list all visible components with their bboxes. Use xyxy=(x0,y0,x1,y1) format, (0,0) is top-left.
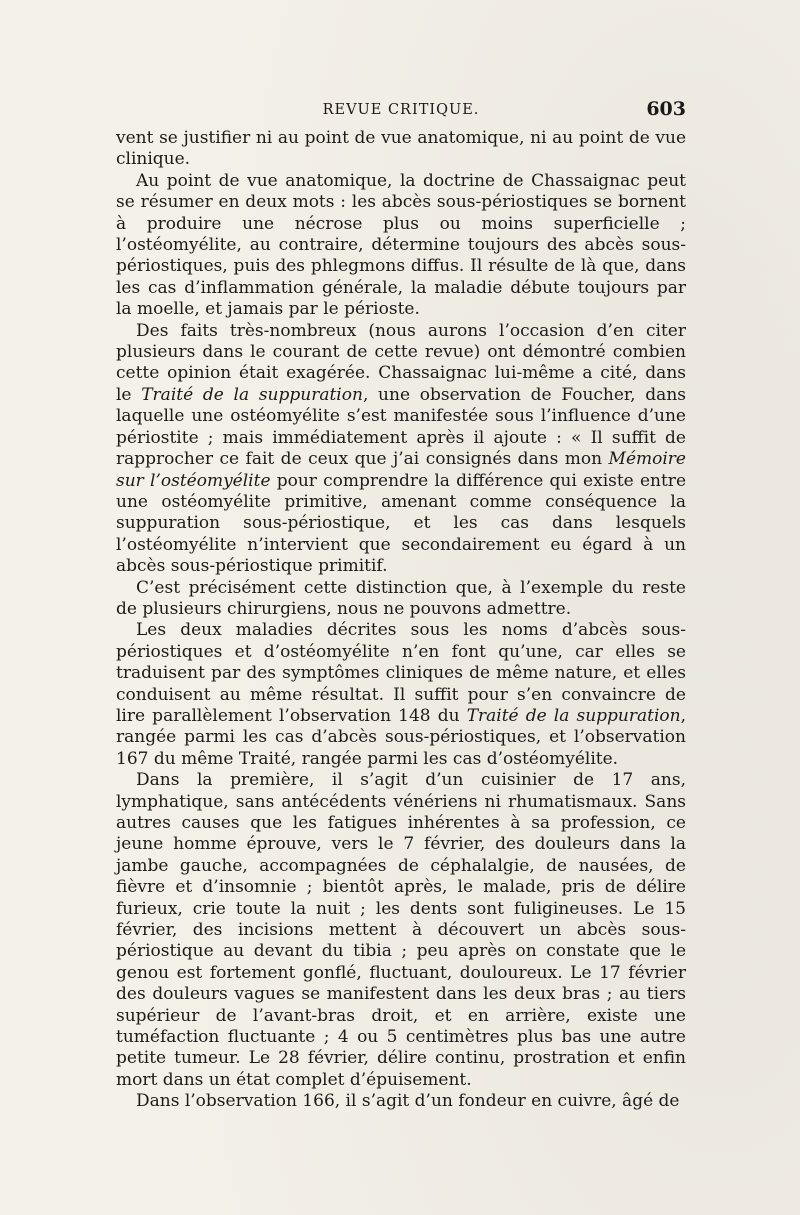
book-title-traite-suppuration: Traité de la suppuration xyxy=(466,705,681,726)
paragraph-4 xyxy=(116,578,686,621)
paragraph-text: C’est précisément cette distinction que, à l’exemple du reste de plusieurs chirurgiens, nous ne pouvons admettre. xyxy=(116,577,686,619)
paragraph-2 xyxy=(116,171,686,321)
running-title: REVUE CRITIQUE. xyxy=(322,102,480,118)
paragraph-text: Des faits très-nombreux (nous aurons l’occasion d’en citer plusieurs dans le courant de cette revue) ont démontré combien cette opinion était exagérée. Chassaignac lui-même a cité, dans le xyxy=(116,320,686,405)
paragraph-3 xyxy=(116,321,686,578)
paragraph-text: pour comprendre la différence qui existe entre une ostéomyélite primitive, amenant comme conséquence la suppuration sous-périostique, et les cas dans lesquels l’ostéomyélite n’intervient que secondairement eu égard à un abcès sous-périostique primitif. xyxy=(116,470,686,577)
paragraph-text: vent se justifier ni au point de vue anatomique, ni au point de vue clinique. xyxy=(116,128,686,170)
book-title-memoire-osteomyelite: Mémoire sur l’ostéomyélite xyxy=(116,449,686,491)
paragraph-text: Les deux maladies décrites sous les noms d’abcès sous-périostiques et d’ostéomyélite n’en font qu’une, car elles se traduisent par des symptômes cliniques de même nature, et elles conduisent au même résultat. Il suffit pour s’en convaincre de lire parallèlement l’observation 148 du xyxy=(116,620,686,726)
paragraph-5 xyxy=(116,620,686,770)
paragraph-text: , une observation de Foucher, dans laquelle une ostéomyélite s’est manifestée sous l’influence d’une périostite ; mais immédiatement après il ajoute : « Il suffit de rapprocher ce fait de ceux que j’ai consignés dans mon xyxy=(116,384,686,470)
book-title-traite-suppuration: Traité de la suppuration xyxy=(141,384,363,405)
paragraph-text: Dans la première, il s’agit d’un cuisinier de 17 ans, lymphatique, sans antécédents vénériens ni rhumatismaux. Sans autres causes que les fatigues inhérentes à sa profession, ce jeune homme éprouve, vers le 7 février, des douleurs dans la jambe gauche, accompagnées de céphalalgie, de nausées, de fièvre et d’insomnie ; bientôt après, le malade, pris de délire furieux, crie toute la nuit ; les dents sont fuligineuses. Le 15 février, des incisions mettent à découvert un abcès sous-périostique au devant du tibia ; peu après on constate que le genou est fortement gonflé, fluctuant, douloureux. Le 17 février des douleurs vagues se manifestent dans les deux bras ; au tiers supérieur de l’avant-bras droit, et en arrière, existe une tuméfaction fluctuante ; 4 ou 5 centimètres plus bas une autre petite tumeur. Le 28 février, délire continu, prostration et enfin mort dans un état complet d’épuisement. xyxy=(116,770,686,1090)
paragraph-text: , rangée parmi les cas d’abcès sous-périostiques, et l’observation 167 du même Traité, rangée parmi les cas d’ostéomyélite. xyxy=(116,705,687,769)
running-head xyxy=(116,100,686,126)
paragraph-text: Au point de vue anatomique, la doctrine de Chassaignac peut se résumer en deux mots : les abcès sous-périostiques se bornent à produire une nécrose plus ou moins superficielle ; l’ostéomyélite, au contraire, détermine toujours des abcès sous-périostiques, puis des phlegmons diffus. Il résulte de là que, dans les cas d’inflammation générale, la maladie débute toujours par la moelle, et jamais par le périoste. xyxy=(116,170,686,320)
body-text xyxy=(116,128,686,1113)
paragraph-6 xyxy=(116,770,686,1091)
page-number: 603 xyxy=(646,98,686,120)
paragraph-1 xyxy=(116,128,686,171)
paragraph-text: Dans l’observation 166, il s’agit d’un fondeur en cuivre, âgé de xyxy=(136,1091,680,1112)
paragraph-7 xyxy=(116,1091,686,1112)
